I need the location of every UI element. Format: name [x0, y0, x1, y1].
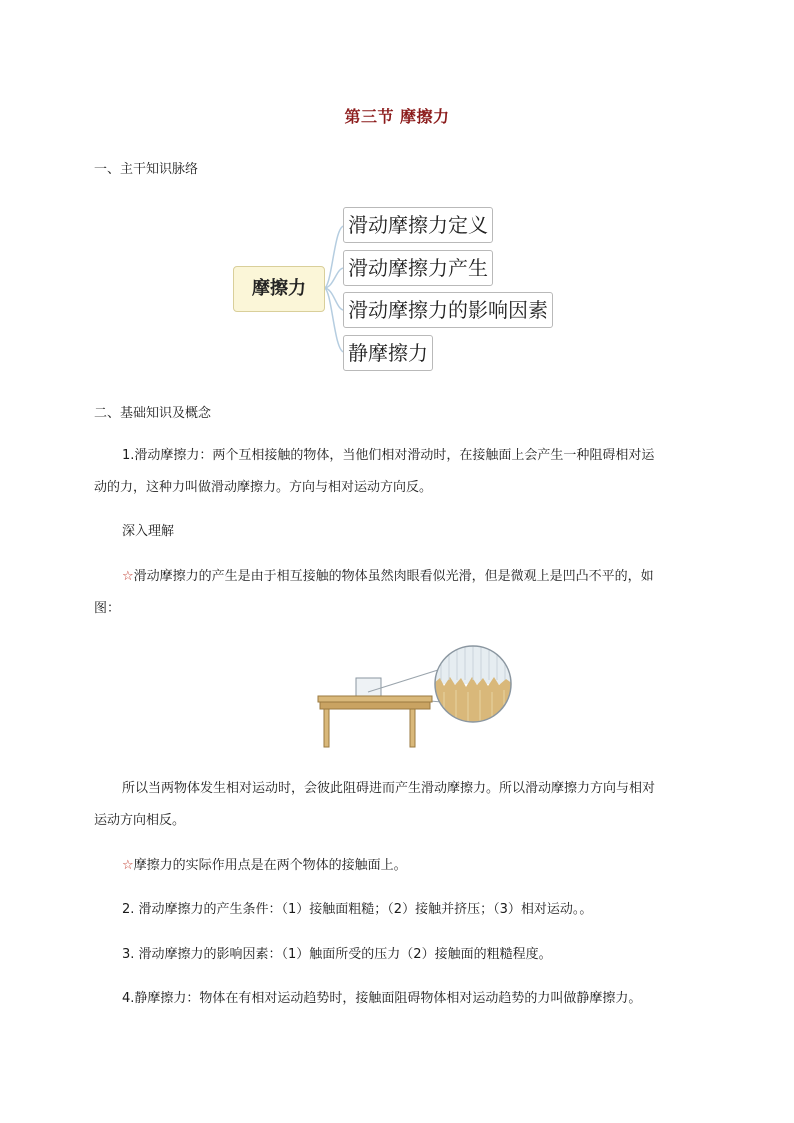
paragraph-4	[122, 850, 407, 882]
paragraph-2-text: 滑动摩擦力的产生是由于相互接触的物体虽然肉眼看似光滑，但是微观上是凹凸不平的，如	[133, 569, 654, 584]
star-icon: ☆	[122, 569, 134, 584]
friction-illustration	[316, 644, 512, 750]
paragraph-1-line-2: 动的力，这种力叫做滑动摩擦力。方向与相对运动方向反。	[94, 480, 433, 495]
paragraph-5: 2. 滑动摩擦力的产生条件：（1）接触面粗糙；（2）接触并挤压；（3）相对运动。。	[122, 902, 593, 917]
paragraph-3-line-2: 运动方向相反。	[94, 813, 186, 828]
paragraph-3-line-1: 所以当两物体发生相对运动时，会彼此阻碍进而产生滑动摩擦力。所以滑动摩擦力方向与相对	[122, 781, 656, 796]
mind-map-root: 摩擦力	[233, 266, 325, 312]
deep-understanding-label: 深入理解	[122, 524, 175, 539]
paragraph-2-line-2: 图：	[94, 601, 121, 616]
paragraph-2-line-1	[122, 561, 654, 593]
paragraph-1-line-1: 1.滑动摩擦力：两个互相接触的物体，当他们相对滑动时，在接触面上会产生一种阻碍相对运	[122, 448, 655, 463]
star-icon: ☆	[122, 858, 134, 873]
paragraph-4-text: 摩擦力的实际作用点是在两个物体的接触面上。	[133, 858, 407, 873]
mind-map-node-definition: 滑动摩擦力定义	[343, 207, 493, 243]
paragraph-7: 4.静摩擦力：物体在有相对运动趋势时，接触面阻碍物体相对运动趋势的力叫做静摩擦力。	[122, 991, 642, 1006]
section-heading-2: 二、基础知识及概念	[94, 406, 212, 421]
paragraph-6: 3. 滑动摩擦力的影响因素：（1）触面所受的压力（2）接触面的粗糙程度。	[122, 947, 552, 962]
mind-map-node-static: 静摩擦力	[343, 335, 433, 371]
section-heading-1: 一、主干知识脉络	[94, 162, 199, 177]
mind-map-node-origin: 滑动摩擦力产生	[343, 250, 493, 286]
mind-map-node-factors: 滑动摩擦力的影响因素	[343, 292, 553, 328]
page-title: 第三节 摩擦力	[344, 107, 450, 126]
